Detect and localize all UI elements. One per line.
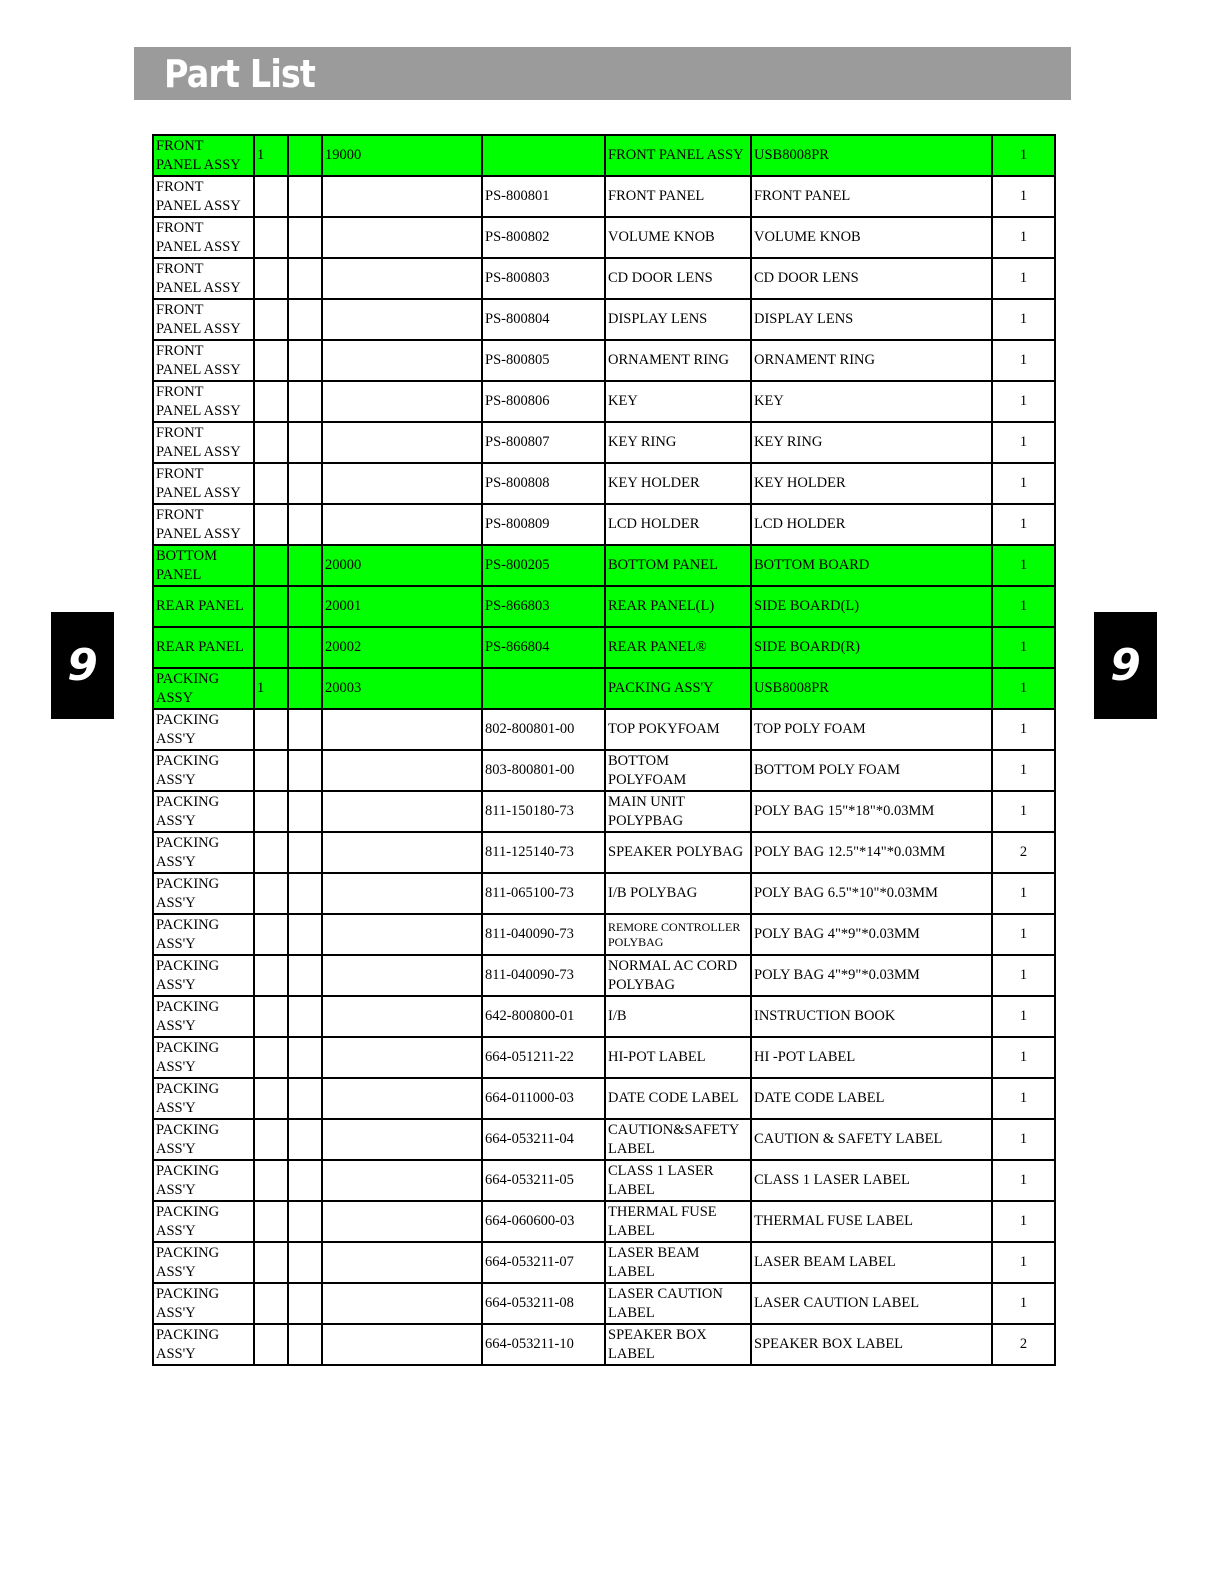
item-number-cell [322,750,482,791]
level-cell [254,340,288,381]
table-row [153,176,1055,217]
part-number-cell: 803-800801-00 [482,750,605,791]
quantity-cell: 1 [992,381,1055,422]
item-number-cell [322,955,482,996]
spec-cell: POLY BAG 6.5"*10"*0.03MM [751,873,992,914]
description-cell: CLASS 1 LASER LABEL [605,1160,751,1201]
item-number-cell: 19000 [322,135,482,176]
part-number-cell: 664-053211-04 [482,1119,605,1160]
item-number-cell [322,791,482,832]
item-number-cell [322,258,482,299]
spec-cell: ORNAMENT RING [751,340,992,381]
part-number-cell: PS-800804 [482,299,605,340]
item-number-cell: 20002 [322,627,482,668]
group-cell: PACKING ASS'Y [153,914,254,955]
part-number-cell: PS-800803 [482,258,605,299]
table-row [153,750,1055,791]
group-cell: FRONT PANEL ASSY [153,135,254,176]
item-number-cell [322,1324,482,1365]
group-cell: FRONT PANEL ASSY [153,176,254,217]
description-cell: FRONT PANEL [605,176,751,217]
blank-cell [288,586,322,627]
level-cell [254,545,288,586]
item-number-cell [322,873,482,914]
part-number-cell: 664-053211-08 [482,1283,605,1324]
quantity-cell: 1 [992,422,1055,463]
quantity-cell: 1 [992,709,1055,750]
quantity-cell: 1 [992,955,1055,996]
level-cell [254,381,288,422]
spec-cell: CAUTION & SAFETY LABEL [751,1119,992,1160]
description-cell: CAUTION&SAFETY LABEL [605,1119,751,1160]
part-number-cell [482,668,605,709]
item-number-cell [322,176,482,217]
level-cell [254,996,288,1037]
level-cell [254,1242,288,1283]
item-number-cell: 20001 [322,586,482,627]
spec-cell: FRONT PANEL [751,176,992,217]
blank-cell [288,1283,322,1324]
quantity-cell: 1 [992,258,1055,299]
spec-cell: TOP POLY FOAM [751,709,992,750]
level-cell [254,504,288,545]
part-number-cell: 811-065100-73 [482,873,605,914]
quantity-cell: 1 [992,627,1055,668]
blank-cell [288,258,322,299]
quantity-cell: 2 [992,832,1055,873]
group-cell: PACKING ASS'Y [153,750,254,791]
description-cell: THERMAL FUSE LABEL [605,1201,751,1242]
level-cell: 1 [254,135,288,176]
group-cell: FRONT PANEL ASSY [153,340,254,381]
blank-cell [288,627,322,668]
blank-cell [288,381,322,422]
group-cell: FRONT PANEL ASSY [153,422,254,463]
part-number-cell: 802-800801-00 [482,709,605,750]
description-cell: REMORE CONTROLLER POLYBAG [605,914,751,955]
quantity-cell: 1 [992,1119,1055,1160]
table-row [153,955,1055,996]
quantity-cell: 1 [992,1160,1055,1201]
level-cell [254,709,288,750]
blank-cell [288,750,322,791]
table-row [153,914,1055,955]
blank-cell [288,1037,322,1078]
table-row [153,463,1055,504]
level-cell [254,258,288,299]
group-cell: PACKING ASS'Y [153,873,254,914]
quantity-cell: 1 [992,750,1055,791]
table-row [153,709,1055,750]
part-number-cell: PS-800807 [482,422,605,463]
quantity-cell: 1 [992,545,1055,586]
table-row [153,299,1055,340]
quantity-cell: 1 [992,504,1055,545]
blank-cell [288,1078,322,1119]
description-cell: PACKING ASS'Y [605,668,751,709]
blank-cell [288,1160,322,1201]
level-cell [254,873,288,914]
table-row [153,1324,1055,1365]
level-cell [254,1078,288,1119]
description-cell: REAR PANEL(L) [605,586,751,627]
item-number-cell [322,709,482,750]
spec-cell: POLY BAG 4"*9"*0.03MM [751,914,992,955]
group-cell: PACKING ASS'Y [153,1078,254,1119]
blank-cell [288,1201,322,1242]
item-number-cell [322,422,482,463]
quantity-cell: 2 [992,1324,1055,1365]
part-number-cell: 642-800800-01 [482,996,605,1037]
blank-cell [288,176,322,217]
part-number-cell: PS-866803 [482,586,605,627]
description-cell: I/B [605,996,751,1037]
item-number-cell [322,832,482,873]
spec-cell: CLASS 1 LASER LABEL [751,1160,992,1201]
item-number-cell [322,217,482,258]
part-number-cell: PS-800806 [482,381,605,422]
blank-cell [288,996,322,1037]
description-cell: DISPLAY LENS [605,299,751,340]
blank-cell [288,340,322,381]
level-cell [254,463,288,504]
table-row [153,258,1055,299]
item-number-cell [322,1037,482,1078]
spec-cell: SIDE BOARD(L) [751,586,992,627]
description-cell: DATE CODE LABEL [605,1078,751,1119]
table-row [153,545,1055,586]
description-cell: LCD HOLDER [605,504,751,545]
description-cell: KEY [605,381,751,422]
group-cell: PACKING ASS'Y [153,1037,254,1078]
group-cell: FRONT PANEL ASSY [153,217,254,258]
level-cell [254,422,288,463]
table-row [153,1078,1055,1119]
part-number-cell: 811-125140-73 [482,832,605,873]
spec-cell: BOTTOM BOARD [751,545,992,586]
description-cell: NORMAL AC CORD POLYBAG [605,955,751,996]
item-number-cell [322,914,482,955]
table-row [153,381,1055,422]
description-cell: SPEAKER BOX LABEL [605,1324,751,1365]
group-cell: FRONT PANEL ASSY [153,258,254,299]
spec-cell: VOLUME KNOB [751,217,992,258]
blank-cell [288,504,322,545]
group-cell: PACKING ASS'Y [153,1283,254,1324]
item-number-cell [322,1160,482,1201]
spec-cell: LASER CAUTION LABEL [751,1283,992,1324]
item-number-cell: 20000 [322,545,482,586]
group-cell: PACKING ASS'Y [153,996,254,1037]
table-row [153,340,1055,381]
spec-cell: LASER BEAM LABEL [751,1242,992,1283]
spec-cell: KEY HOLDER [751,463,992,504]
quantity-cell: 1 [992,1078,1055,1119]
table-row [153,135,1055,176]
table-row [153,1201,1055,1242]
item-number-cell [322,1119,482,1160]
blank-cell [288,1242,322,1283]
table-row [153,996,1055,1037]
item-number-cell [322,996,482,1037]
part-number-cell: 664-011000-03 [482,1078,605,1119]
table-row [153,1160,1055,1201]
level-cell [254,955,288,996]
table-row [153,791,1055,832]
blank-cell [288,1119,322,1160]
part-number-cell: PS-800205 [482,545,605,586]
blank-cell [288,873,322,914]
level-cell [254,1119,288,1160]
description-cell: KEY RING [605,422,751,463]
item-number-cell [322,1242,482,1283]
part-number-cell: PS-866804 [482,627,605,668]
spec-cell: USB8008PR [751,668,992,709]
table-row [153,504,1055,545]
quantity-cell: 1 [992,340,1055,381]
quantity-cell: 1 [992,1037,1055,1078]
group-cell: FRONT PANEL ASSY [153,463,254,504]
description-cell: VOLUME KNOB [605,217,751,258]
quantity-cell: 1 [992,873,1055,914]
part-number-cell: 811-040090-73 [482,955,605,996]
blank-cell [288,791,322,832]
group-cell: PACKING ASS'Y [153,1324,254,1365]
group-cell: FRONT PANEL ASSY [153,299,254,340]
part-number-cell: 664-053211-05 [482,1160,605,1201]
level-cell: 1 [254,668,288,709]
part-number-cell: 811-150180-73 [482,791,605,832]
spec-cell: BOTTOM POLY FOAM [751,750,992,791]
spec-cell: USB8008PR [751,135,992,176]
spec-cell: SIDE BOARD(R) [751,627,992,668]
description-cell: CD DOOR LENS [605,258,751,299]
spec-cell: THERMAL FUSE LABEL [751,1201,992,1242]
item-number-cell [322,299,482,340]
level-cell [254,832,288,873]
quantity-cell: 1 [992,791,1055,832]
description-cell: BOTTOM POLYFOAM [605,750,751,791]
part-number-cell: PS-800808 [482,463,605,504]
spec-cell: CD DOOR LENS [751,258,992,299]
part-number-cell: 664-051211-22 [482,1037,605,1078]
spec-cell: SPEAKER BOX LABEL [751,1324,992,1365]
spec-cell: KEY RING [751,422,992,463]
quantity-cell: 1 [992,217,1055,258]
table-row [153,832,1055,873]
quantity-cell: 1 [992,1283,1055,1324]
part-number-cell: 811-040090-73 [482,914,605,955]
description-cell: TOP POKYFOAM [605,709,751,750]
table-row [153,627,1055,668]
description-cell: ORNAMENT RING [605,340,751,381]
parts-table [152,134,1056,1366]
quantity-cell: 1 [992,914,1055,955]
level-cell [254,914,288,955]
item-number-cell [322,1078,482,1119]
item-number-cell [322,463,482,504]
blank-cell [288,135,322,176]
level-cell [254,1324,288,1365]
table-row [153,668,1055,709]
blank-cell [288,463,322,504]
quantity-cell: 1 [992,135,1055,176]
part-number-cell: 664-060600-03 [482,1201,605,1242]
section-tab-right [1094,612,1157,719]
spec-cell: LCD HOLDER [751,504,992,545]
description-cell: LASER BEAM LABEL [605,1242,751,1283]
quantity-cell: 1 [992,996,1055,1037]
blank-cell [288,422,322,463]
level-cell [254,217,288,258]
quantity-cell: 1 [992,1201,1055,1242]
group-cell: REAR PANEL [153,586,254,627]
item-number-cell [322,340,482,381]
quantity-cell: 1 [992,299,1055,340]
description-cell: LASER CAUTION LABEL [605,1283,751,1324]
table-row [153,1037,1055,1078]
spec-cell: POLY BAG 15"*18"*0.03MM [751,791,992,832]
blank-cell [288,914,322,955]
part-number-cell: PS-800802 [482,217,605,258]
group-cell: FRONT PANEL ASSY [153,504,254,545]
level-cell [254,176,288,217]
blank-cell [288,832,322,873]
item-number-cell [322,1283,482,1324]
description-cell: REAR PANEL® [605,627,751,668]
table-row [153,1242,1055,1283]
spec-cell: HI -POT LABEL [751,1037,992,1078]
group-cell: PACKING ASS'Y [153,1242,254,1283]
part-number-cell [482,135,605,176]
section-number: 9 [1110,640,1141,691]
section-number: 9 [67,640,98,691]
item-number-cell [322,381,482,422]
group-cell: PACKING ASS'Y [153,1160,254,1201]
part-number-cell: PS-800809 [482,504,605,545]
spec-cell: DISPLAY LENS [751,299,992,340]
page-title: Part List [164,52,316,96]
spec-cell: POLY BAG 12.5"*14"*0.03MM [751,832,992,873]
item-number-cell [322,1201,482,1242]
group-cell: REAR PANEL [153,627,254,668]
spec-cell: DATE CODE LABEL [751,1078,992,1119]
group-cell: PACKING ASS'Y [153,1119,254,1160]
blank-cell [288,545,322,586]
group-cell: PACKING ASS'Y [153,955,254,996]
quantity-cell: 1 [992,586,1055,627]
group-cell: PACKING ASS'Y [153,832,254,873]
part-number-cell: PS-800805 [482,340,605,381]
spec-cell: INSTRUCTION BOOK [751,996,992,1037]
group-cell: FRONT PANEL ASSY [153,381,254,422]
table-row [153,217,1055,258]
blank-cell [288,217,322,258]
part-number-cell: 664-053211-07 [482,1242,605,1283]
level-cell [254,1283,288,1324]
level-cell [254,1037,288,1078]
description-cell: I/B POLYBAG [605,873,751,914]
table-row [153,1119,1055,1160]
quantity-cell: 1 [992,668,1055,709]
level-cell [254,791,288,832]
group-cell: PACKING ASS'Y [153,1201,254,1242]
description-cell: KEY HOLDER [605,463,751,504]
part-number-cell: PS-800801 [482,176,605,217]
group-cell: PACKING ASS'Y [153,709,254,750]
blank-cell [288,1324,322,1365]
level-cell [254,627,288,668]
table-row [153,422,1055,463]
item-number-cell: 20003 [322,668,482,709]
description-cell: SPEAKER POLYBAG [605,832,751,873]
quantity-cell: 1 [992,463,1055,504]
level-cell [254,750,288,791]
level-cell [254,299,288,340]
table-row [153,873,1055,914]
description-cell: HI-POT LABEL [605,1037,751,1078]
description-cell: BOTTOM PANEL [605,545,751,586]
quantity-cell: 1 [992,176,1055,217]
level-cell [254,586,288,627]
quantity-cell: 1 [992,1242,1055,1283]
level-cell [254,1160,288,1201]
description-cell: MAIN UNIT POLYPBAG [605,791,751,832]
description-cell: FRONT PANEL ASSY [605,135,751,176]
item-number-cell [322,504,482,545]
table-row [153,1283,1055,1324]
blank-cell [288,709,322,750]
title-bar [134,47,1071,100]
blank-cell [288,668,322,709]
part-number-cell: 664-053211-10 [482,1324,605,1365]
spec-cell: POLY BAG 4"*9"*0.03MM [751,955,992,996]
blank-cell [288,955,322,996]
blank-cell [288,299,322,340]
group-cell: PACKING ASSY [153,668,254,709]
group-cell: PACKING ASS'Y [153,791,254,832]
table-row [153,586,1055,627]
level-cell [254,1201,288,1242]
group-cell: BOTTOM PANEL [153,545,254,586]
spec-cell: KEY [751,381,992,422]
section-tab-left [51,612,114,719]
